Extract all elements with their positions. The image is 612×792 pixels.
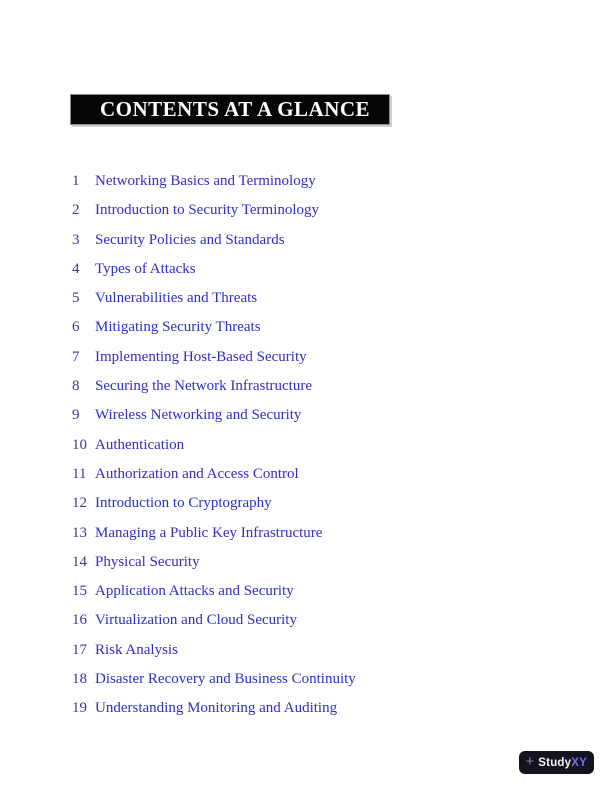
- toc-item-number: 1: [72, 173, 80, 189]
- toc-item-number: 3: [72, 231, 80, 248]
- toc-row: [72, 260, 356, 279]
- studyxy-badge: [519, 751, 594, 774]
- toc-row: [72, 611, 356, 630]
- toc-item-title[interactable]: Authentication: [95, 436, 185, 453]
- toc-row: [72, 377, 356, 396]
- brand-name: Study: [538, 756, 572, 769]
- toc-item-number: 15: [72, 583, 87, 600]
- toc-item-number: 11: [72, 465, 87, 482]
- toc-row: [72, 436, 356, 455]
- toc-item-title[interactable]: Types of Attacks: [95, 260, 196, 277]
- toc-item-title[interactable]: Risk Analysis: [95, 641, 178, 658]
- toc-item-title[interactable]: Introduction to Security Terminology: [95, 202, 320, 219]
- brand-name-accent: XY: [571, 756, 587, 769]
- toc-item-title[interactable]: Physical Security: [95, 553, 200, 570]
- toc-row: [72, 406, 356, 425]
- toc-list: [72, 172, 356, 729]
- toc-item-title[interactable]: Disaster Recovery and Business Continuity: [95, 671, 356, 688]
- toc-item-number: 18: [72, 671, 87, 688]
- toc-item-number: 12: [72, 495, 87, 512]
- toc-row: [72, 582, 356, 601]
- toc-row: [72, 231, 356, 250]
- toc-item-number: 7: [72, 348, 80, 365]
- toc-item-title[interactable]: Mitigating Security Threats: [95, 319, 261, 336]
- toc-item-title[interactable]: Virtualization and Cloud Security: [95, 612, 297, 629]
- toc-item-number: 14: [72, 553, 87, 570]
- toc-item-number: 2: [72, 202, 80, 219]
- toc-item-title[interactable]: Wireless Networking and Security: [95, 407, 302, 424]
- toc-item-title[interactable]: Vulnerabilities and Threats: [95, 290, 258, 307]
- toc-row: [72, 524, 356, 543]
- toc-item-number: 13: [72, 524, 87, 541]
- toc-row: [72, 641, 356, 660]
- toc-row: [72, 289, 356, 308]
- toc-row: [72, 670, 356, 689]
- toc-item-title[interactable]: Security Policies and Standards: [95, 231, 285, 248]
- toc-row: [72, 172, 356, 191]
- toc-item-number: 9: [72, 407, 80, 424]
- toc-item-title[interactable]: Application Attacks and Security: [95, 583, 294, 600]
- toc-item-number: 8: [72, 378, 80, 395]
- toc-item-number: 5: [72, 290, 80, 307]
- toc-row: [72, 699, 356, 718]
- toc-row: [72, 494, 356, 513]
- toc-item-title[interactable]: Securing the Network Infrastructure: [95, 378, 313, 395]
- toc-item-title[interactable]: Managing a Public Key Infrastructure: [95, 524, 323, 541]
- toc-item-number: 16: [72, 612, 87, 629]
- toc-item-number: 6: [72, 319, 80, 336]
- toc-row: [72, 553, 356, 572]
- toc-item-number: 4: [72, 260, 80, 277]
- toc-row: [72, 318, 356, 337]
- toc-item-number: 19: [72, 700, 87, 717]
- page-title: CONTENTS AT A GLANCE: [100, 97, 371, 121]
- toc-item-title[interactable]: Implementing Host-Based Security: [95, 348, 307, 365]
- toc-row: [72, 348, 356, 367]
- contents-header-bar: [70, 94, 390, 125]
- toc-item-title[interactable]: Understanding Monitoring and Auditing: [95, 700, 338, 717]
- toc-row: [72, 201, 356, 220]
- plus-icon: +: [525, 753, 535, 770]
- toc-item-number: 17: [72, 641, 87, 658]
- toc-row: [72, 465, 356, 484]
- toc-item-title[interactable]: Introduction to Cryptography: [95, 495, 272, 512]
- toc-item-title[interactable]: Networking Basics and Terminology: [95, 173, 316, 189]
- toc-item-title[interactable]: Authorization and Access Control: [95, 465, 299, 482]
- toc-item-number: 10: [72, 436, 87, 453]
